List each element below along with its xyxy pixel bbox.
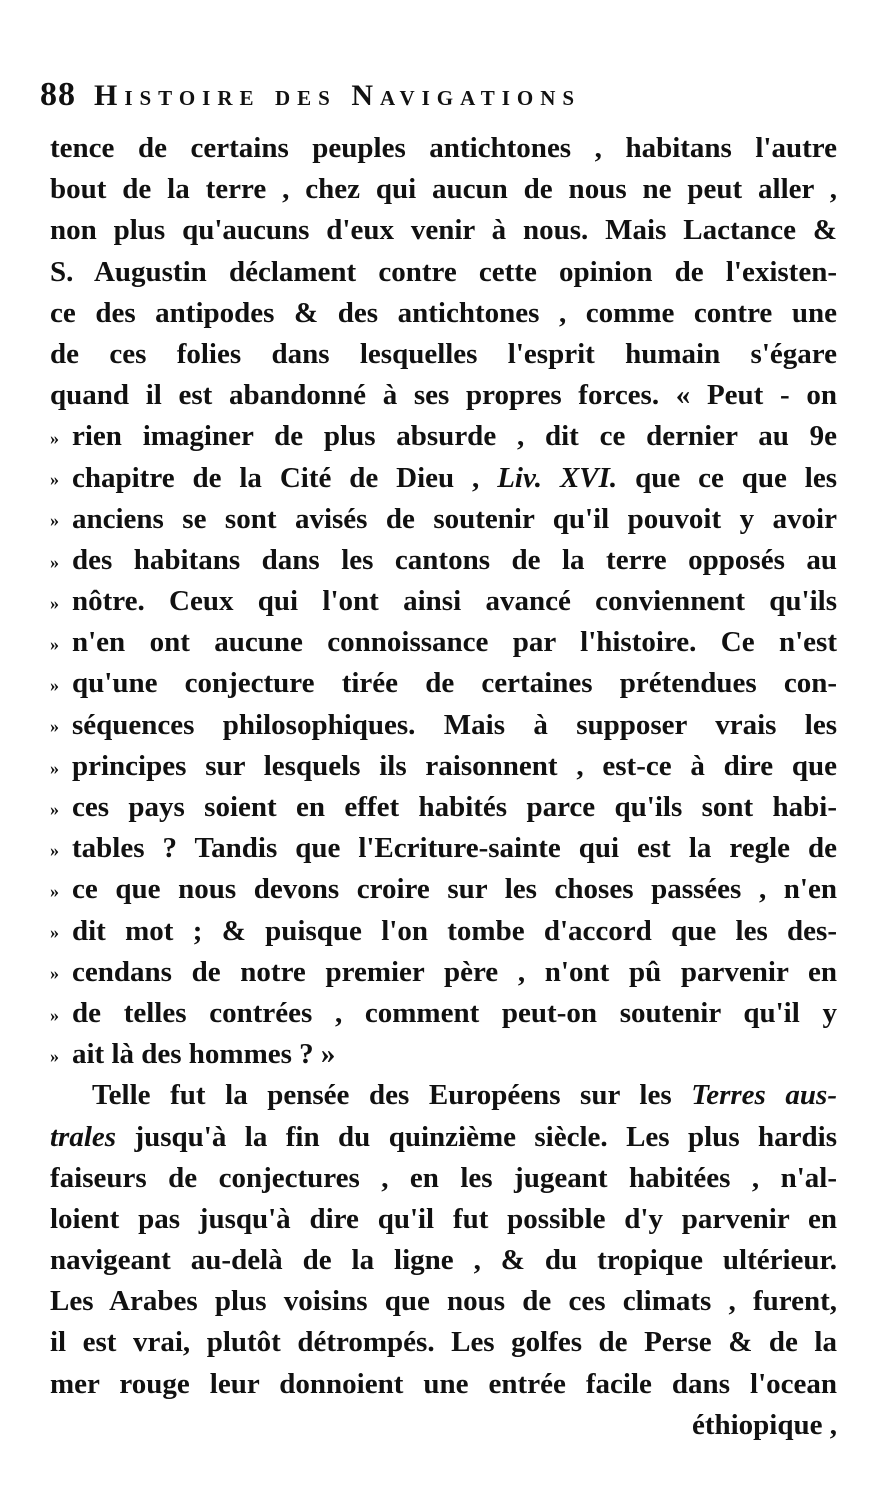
text-run: ce des antipodes & des antichtones , comme contre une xyxy=(50,296,837,329)
quote-mark: » xyxy=(50,510,59,531)
text-run: rien imaginer de plus absurde , dit ce dernier au 9e xyxy=(72,420,837,453)
text-run: que ce que les xyxy=(617,461,837,494)
text-line xyxy=(50,828,837,869)
text-run: n'en ont aucune connoissance par l'histoire. Ce n'est xyxy=(72,626,837,659)
text-run: navigeant au-delà de la ligne , & du tropique ultérieur. xyxy=(50,1244,837,1277)
text-run: loient pas jusqu'à dire qu'il fut possible d'y parvenir en xyxy=(50,1202,837,1235)
text-run: ces pays soient en effet habités parce qu'ils sont habi- xyxy=(72,791,837,823)
text-line xyxy=(50,540,837,581)
text-line xyxy=(50,911,837,952)
text-line xyxy=(50,1322,837,1363)
text-line xyxy=(50,375,837,416)
quote-mark: » xyxy=(50,428,59,449)
text-line xyxy=(50,1117,837,1158)
quote-mark: » xyxy=(50,881,59,902)
text-line xyxy=(50,952,837,993)
text-run: séquences philosophiques. Mais à supposer vrais les xyxy=(72,708,837,741)
text-run: dit mot ; & puisque l'on tombe d'accord que les des- xyxy=(72,914,837,947)
quote-mark: » xyxy=(50,716,59,737)
text-run: des habitans dans les cantons de la terre opposés au xyxy=(72,543,837,576)
quote-mark: » xyxy=(50,798,59,819)
text-run: tables ? Tandis que l'Ecriture-sainte qui est la regle de xyxy=(72,832,837,865)
quote-mark: » xyxy=(50,922,59,943)
quote-mark: » xyxy=(50,1004,59,1025)
italic-text: Liv. XVI. xyxy=(497,461,618,494)
text-run: mer rouge leur donnoient une entrée facile dans l'ocean xyxy=(50,1367,837,1400)
text-line xyxy=(50,252,837,293)
quote-mark: » xyxy=(50,839,59,860)
text-run: ce que nous devons croire sur les choses passées , n'en xyxy=(72,873,837,906)
text-line xyxy=(50,210,837,251)
text-run: principes sur lesquels ils raisonnent , est-ce à dire que xyxy=(72,749,837,782)
text-line xyxy=(50,869,837,910)
text-run: Telle fut la pensée des Européens sur les xyxy=(92,1079,692,1112)
quote-mark: » xyxy=(50,1045,59,1066)
text-run: ait là des hommes ? » xyxy=(72,1038,336,1071)
text-line xyxy=(50,334,837,375)
text-line xyxy=(50,622,837,663)
text-line xyxy=(50,416,837,457)
text-line xyxy=(50,169,837,210)
text-run: éthiopique , xyxy=(691,1408,837,1441)
quote-mark: » xyxy=(50,757,59,778)
quote-mark: » xyxy=(50,675,59,696)
text-run: qu'une conjecture tirée de certaines prétendues con- xyxy=(72,667,837,700)
quote-mark: » xyxy=(50,633,59,654)
italic-text: Terres aus- xyxy=(691,1079,837,1112)
text-run: de telles contrées , comment peut-on soutenir qu'il y xyxy=(72,996,837,1029)
text-line xyxy=(50,1034,837,1075)
text-line xyxy=(50,1281,837,1322)
text-line xyxy=(50,1199,837,1240)
text-line xyxy=(50,993,837,1034)
text-run: faiseurs de conjectures , en les jugeant habitées , n'al- xyxy=(50,1161,837,1194)
text-line xyxy=(50,663,837,704)
text-line xyxy=(50,1364,837,1405)
text-run: non plus qu'aucuns d'eux venir à nous. Mais Lactance & xyxy=(50,214,837,247)
italic-text: trales xyxy=(50,1120,117,1153)
text-line xyxy=(50,787,837,828)
running-title: Histoire des Navigations xyxy=(94,79,582,112)
text-run: tence de certains peuples antichtones , habitans l'autre xyxy=(50,132,837,164)
text-line xyxy=(50,1240,837,1281)
text-run: quand il est abandonné à ses propres forces. « Peut - on xyxy=(50,379,837,412)
page-header xyxy=(40,76,840,120)
text-line xyxy=(50,499,837,540)
text-line xyxy=(50,128,837,169)
text-run: bout de la terre , chez qui aucun de nous ne peut aller , xyxy=(50,173,837,206)
text-run: nôtre. Ceux qui l'ont ainsi avancé conviennent qu'ils xyxy=(72,585,837,618)
quote-mark: » xyxy=(50,551,59,572)
text-run: jusqu'à la fin du quinzième siècle. Les plus hardis xyxy=(116,1120,837,1153)
quote-mark: » xyxy=(50,963,59,984)
text-line xyxy=(50,1405,837,1446)
text-line xyxy=(50,458,837,499)
quote-mark: » xyxy=(50,592,59,613)
text-line xyxy=(50,746,837,787)
text-line xyxy=(50,581,837,622)
text-run: de ces folies dans lesquelles l'esprit humain s'égare xyxy=(50,337,837,370)
text-line xyxy=(50,705,837,746)
text-run: Les Arabes plus voisins que nous de ces climats , furent, xyxy=(50,1285,837,1318)
text-line xyxy=(50,293,837,334)
text-run: anciens se sont avisés de soutenir qu'il pouvoit y avoir xyxy=(72,502,837,535)
text-line xyxy=(50,1158,837,1199)
text-run: chapitre de la Cité de Dieu , xyxy=(72,461,498,494)
quote-mark: » xyxy=(50,469,59,490)
text-run: cendans de notre premier père , n'ont pû parvenir en xyxy=(72,955,837,988)
text-run: il est vrai, plutôt détrompés. Les golfes de Perse & de la xyxy=(50,1326,837,1359)
page-number: 88 xyxy=(40,76,76,113)
text-run: S. Augustin déclament contre cette opinion de l'existen- xyxy=(50,255,837,288)
text-line xyxy=(50,1075,837,1116)
body-text xyxy=(50,128,837,1446)
